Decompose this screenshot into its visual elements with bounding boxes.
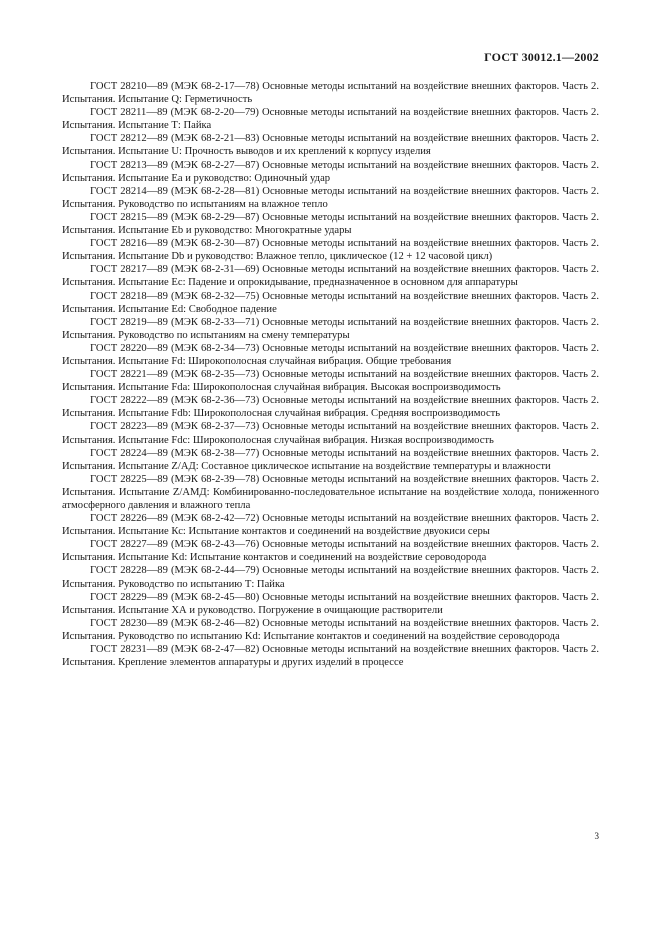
reference-entry: ГОСТ 28221—89 (МЭК 68-2-35—73) Основные методы испытаний на воздействие внешних факторов. Часть 2. Испытания. Испытание Fda: Широкополосная случайная вибрация. Высокая воспроизводимость	[62, 369, 599, 394]
reference-entry: ГОСТ 28214—89 (МЭК 68-2-28—81) Основные методы испытаний на воздействие внешних факторов. Часть 2. Испытания. Руководство по испытаниям на влажное тепло	[62, 185, 599, 210]
page-number: 3	[594, 831, 599, 841]
reference-entry: ГОСТ 28211—89 (МЭК 68-2-20—79) Основные методы испытаний на воздействие внешних факторов. Часть 2. Испытания. Испытание Т: Пайка	[62, 107, 599, 132]
reference-entry: ГОСТ 28220—89 (МЭК 68-2-34—73) Основные методы испытаний на воздействие внешних факторов. Часть 2. Испытания. Испытание Fd: Широкополосная случайная вибрация. Общие требования	[62, 342, 599, 367]
reference-entry: ГОСТ 28226—89 (МЭК 68-2-42—72) Основные методы испытаний на воздействие внешних факторов. Часть 2. Испытания. Испытание Кс: Испытание контактов и соединений на воздействие двуокиси серы	[62, 513, 599, 538]
document-header: ГОСТ 30012.1—2002	[484, 50, 599, 64]
reference-entry: ГОСТ 28217—89 (МЭК 68-2-31—69) Основные методы испытаний на воздействие внешних факторов. Часть 2. Испытания. Испытание Ec: Падение и опрокидывание, предназначенное в основном для аппаратуры	[62, 264, 599, 289]
reference-entry: ГОСТ 28219—89 (МЭК 68-2-33—71) Основные методы испытаний на воздействие внешних факторов. Часть 2. Испытания. Руководство по испытаниям на смену температуры	[62, 316, 599, 341]
reference-entry: ГОСТ 28222—89 (МЭК 68-2-36—73) Основные методы испытаний на воздействие внешних факторов. Часть 2. Испытания. Испытание Fdb: Широкополосная случайная вибрация. Средняя воспроизводимость	[62, 395, 599, 420]
reference-entry: ГОСТ 28225—89 (МЭК 68-2-39—78) Основные методы испытаний на воздействие внешних факторов. Часть 2. Испытания. Испытание Z/АМД: Комбинированно-последовательное испытание на воздействие холода, пониженного атмосферного давления и влажного тепла	[62, 473, 599, 511]
reference-entry: ГОСТ 28229—89 (МЭК 68-2-45—80) Основные методы испытаний на воздействие внешних факторов. Часть 2. Испытания. Испытание ХА и руководство. Погружение в очищающие растворители	[62, 591, 599, 616]
reference-entry: ГОСТ 28228—89 (МЭК 68-2-44—79) Основные методы испытаний на воздействие внешних факторов. Часть 2. Испытания. Руководство по испытанию Т: Пайка	[62, 565, 599, 590]
document-body	[62, 80, 599, 669]
reference-entry: ГОСТ 28230—89 (МЭК 68-2-46—82) Основные методы испытаний на воздействие внешних факторов. Часть 2. Испытания. Руководство по испытанию Kd: Испытание контактов и соединений на воздействие сероводорода	[62, 617, 599, 642]
reference-entry: ГОСТ 28215—89 (МЭК 68-2-29—87) Основные методы испытаний на воздействие внешних факторов. Часть 2. Испытания. Испытание Eb и руководство: Многократные удары	[62, 211, 599, 237]
reference-entry: ГОСТ 28216—89 (МЭК 68-2-30—87) Основные методы испытаний на воздействие внешних факторов. Часть 2. Испытания. Испытание Db и руководство: Влажное тепло, циклическое (12 + 12 часовой цикл)	[62, 238, 599, 263]
reference-entry: ГОСТ 28224—89 (МЭК 68-2-38—77) Основные методы испытаний на воздействие внешних факторов. Часть 2. Испытания. Испытание Z/АД: Составное циклическое испытание на воздействие температуры и влажности	[62, 447, 599, 472]
reference-entry: ГОСТ 28231—89 (МЭК 68-2-47—82) Основные методы испытаний на воздействие внешних факторов. Часть 2. Испытания. Крепление элементов аппаратуры и других изделий в процессе	[62, 644, 599, 669]
reference-entry: ГОСТ 28227—89 (МЭК 68-2-43—76) Основные методы испытаний на воздействие внешних факторов. Часть 2. Испытания. Испытание Kd: Испытание контактов и соединений на воздействие сероводорода	[62, 539, 599, 564]
reference-entry: ГОСТ 28223—89 (МЭК 68-2-37—73) Основные методы испытаний на воздействие внешних факторов. Часть 2. Испытания. Испытание Fdc: Широкополосная случайная вибрация. Низкая воспроизводимость	[62, 421, 599, 446]
reference-entry: ГОСТ 28218—89 (МЭК 68-2-32—75) Основные методы испытаний на воздействие внешних факторов. Часть 2. Испытания. Испытание Ed: Свободное падение	[62, 290, 599, 315]
reference-entry: ГОСТ 28210—89 (МЭК 68-2-17—78) Основные методы испытаний на воздействие внешних факторов. Часть 2. Испытания. Испытание Q: Герметичность	[62, 81, 599, 106]
reference-entry: ГОСТ 28212—89 (МЭК 68-2-21—83) Основные методы испытаний на воздействие внешних факторов. Часть 2. Испытания. Испытание U: Прочность выводов и их креплений к корпусу изделия	[62, 133, 599, 158]
reference-entry: ГОСТ 28213—89 (МЭК 68-2-27—87) Основные методы испытаний на воздействие внешних факторов. Часть 2. Испытания. Испытание Еа и руководство: Одиночный удар	[62, 159, 599, 184]
